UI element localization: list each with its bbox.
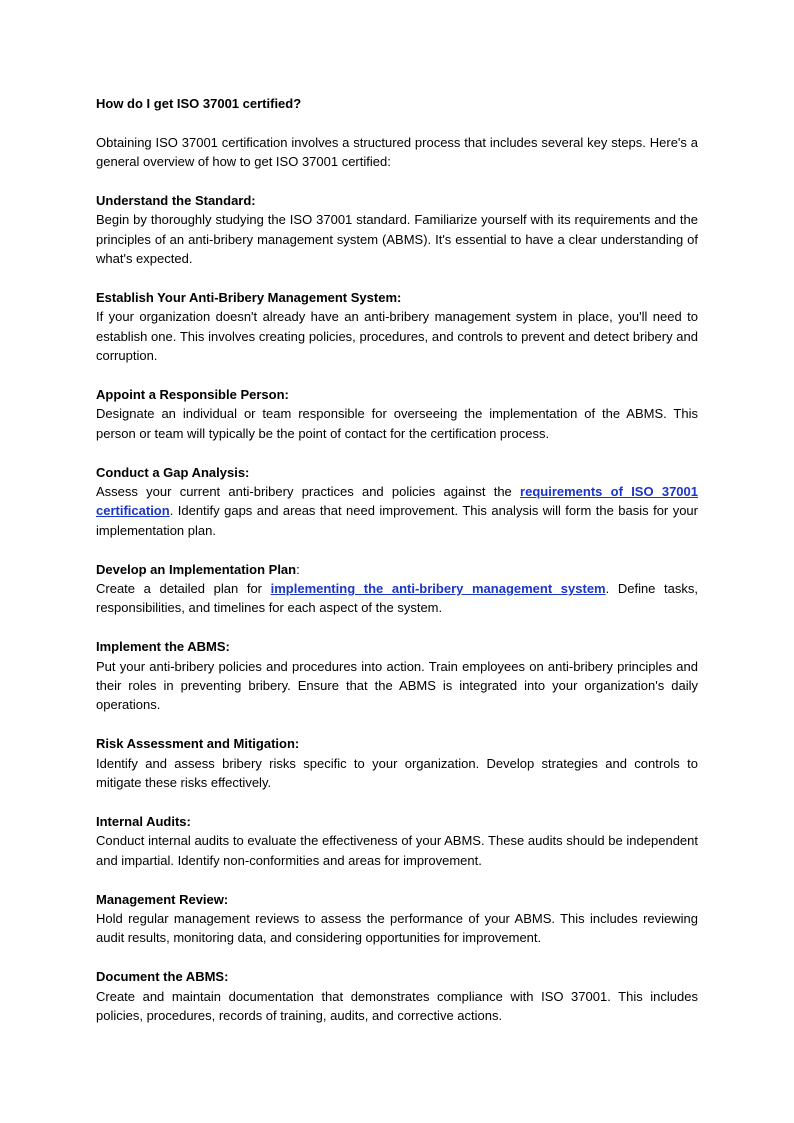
section-heading: Establish Your Anti-Bribery Management System: xyxy=(96,290,402,306)
section-heading: Appoint a Responsible Person: xyxy=(96,387,289,403)
section-body: Begin by thoroughly studying the ISO 37001 standard. Familiarize yourself with its requirements and the principles of an anti-bribery management system (ABMS). It's essential to have a clear understanding of what's expected. xyxy=(96,212,698,267)
section-management-review xyxy=(96,890,698,948)
section-heading: Understand the Standard: xyxy=(96,193,256,208)
body-text-after-link: . Define tasks, responsibilities, and timelines for each aspect of the system. xyxy=(96,581,698,616)
section-establish-abms xyxy=(96,288,698,366)
section-understand-standard xyxy=(96,191,698,269)
body-text-before-link: Assess your current anti-bribery practices and policies against the xyxy=(96,484,521,500)
section-heading xyxy=(96,560,698,579)
section-body: Hold regular management reviews to assess the performance of your ABMS. This includes reviewing audit results, monitoring data, and considering opportunities for improvement. xyxy=(96,910,698,946)
document-title: How do I get ISO 37001 certified? xyxy=(96,96,302,111)
section-heading: Management Review: xyxy=(96,891,229,907)
section-heading: Conduct a Gap Analysis: xyxy=(96,464,250,480)
requirements-iso-37001-link[interactable]: requirements of ISO 37001 certification xyxy=(96,484,698,519)
section-body: Identify and assess bribery risks specific to your organization. Develop strategies and controls to mitigate these risks effectively. xyxy=(96,755,698,791)
section-heading: Document the ABMS: xyxy=(96,969,229,985)
body-text-before-link: Create a detailed plan for xyxy=(96,581,271,597)
section-risk-assessment xyxy=(96,734,698,792)
section-document-abms xyxy=(96,967,698,1025)
section-implement-abms xyxy=(96,637,698,715)
body-text-after-link: . Identify gaps and areas that need improvement. This analysis will form the basis for your implementation plan. xyxy=(96,503,698,538)
document-page xyxy=(96,94,698,1025)
section-heading: Risk Assessment and Mitigation: xyxy=(96,736,300,752)
intro-paragraph: Obtaining ISO 37001 certification involves a structured process that includes several key steps. Here's a general overview of how to get ISO 37001 certified: xyxy=(96,134,698,170)
section-appoint-responsible-person xyxy=(96,385,698,443)
section-body: If your organization doesn't already have an anti-bribery management system in place, you'll need to establish one. This involves creating policies, procedures, and controls to prevent and detect bribery and corruption. xyxy=(96,309,698,364)
section-body xyxy=(96,579,698,618)
section-body: Put your anti-bribery policies and procedures into action. Train employees on anti-bribery principles and their roles in preventing bribery. Ensure that the ABMS is integrated into your organization's daily operations. xyxy=(96,658,698,713)
heading-text: Develop an Implementation Plan xyxy=(96,561,297,577)
section-body: Create and maintain documentation that demonstrates compliance with ISO 37001. This includes policies, procedures, records of training, audits, and corrective actions. xyxy=(96,988,698,1023)
section-internal-audits xyxy=(96,812,698,870)
section-gap-analysis xyxy=(96,463,698,541)
section-body xyxy=(96,482,698,540)
implementing-abms-link[interactable]: implementing the anti-bribery management system xyxy=(270,581,606,597)
section-implementation-plan xyxy=(96,560,698,618)
section-body: Conduct internal audits to evaluate the effectiveness of your ABMS. These audits should be independent and impartial. Identify non-conformities and areas for improvement. xyxy=(96,833,698,868)
heading-colon: : xyxy=(296,561,300,577)
section-body: Designate an individual or team responsible for overseeing the implementation of the ABMS. This person or team will typically be the point of contact for the certification process. xyxy=(96,406,698,441)
section-heading: Implement the ABMS: xyxy=(96,639,230,655)
section-heading: Internal Audits: xyxy=(96,813,191,829)
